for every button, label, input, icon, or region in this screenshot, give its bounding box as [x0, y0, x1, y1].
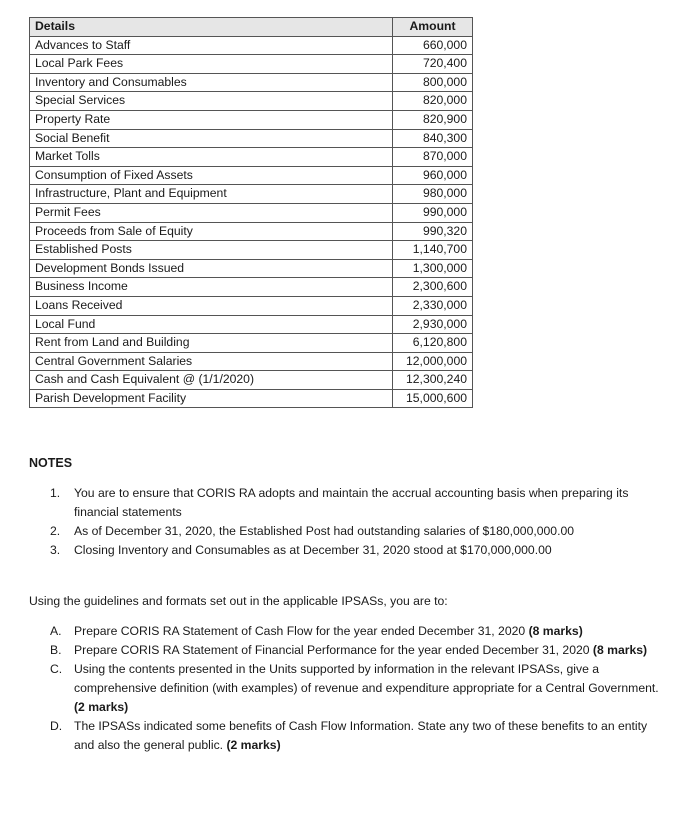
note-number: 1.	[50, 486, 61, 500]
amount-cell: 6,120,800	[393, 334, 473, 353]
note-item	[50, 484, 660, 522]
task-text: Prepare CORIS RA Statement of Financial Performance for the year ended December 31, 2020	[74, 643, 593, 657]
amount-cell: 840,300	[393, 129, 473, 148]
note-text: As of December 31, 2020, the Established Post had outstanding salaries of $180,000,000.00	[74, 524, 575, 538]
note-text: Closing Inventory and Consumables as at December 31, 2020 stood at $170,000,000.00	[74, 543, 552, 557]
task-marks: (2 marks)	[74, 700, 129, 714]
notes-heading: NOTES	[29, 456, 73, 470]
amount-cell: 800,000	[393, 73, 473, 92]
table-row	[30, 73, 473, 92]
table-row	[30, 110, 473, 129]
task-item	[50, 622, 660, 641]
detail-cell: Central Government Salaries	[30, 352, 393, 371]
task-text-wrapper	[74, 660, 660, 717]
detail-cell: Market Tolls	[30, 148, 393, 167]
amount-cell: 1,140,700	[393, 241, 473, 260]
amount-cell: 990,320	[393, 222, 473, 241]
table-row	[30, 55, 473, 74]
detail-cell: Parish Development Facility	[30, 389, 393, 408]
task-text-wrapper	[74, 622, 660, 641]
notes-list	[50, 484, 660, 560]
table-header-row	[30, 18, 473, 37]
detail-cell: Special Services	[30, 92, 393, 111]
amount-cell: 960,000	[393, 166, 473, 185]
table-body	[30, 36, 473, 408]
table-row	[30, 352, 473, 371]
task-text: Using the contents presented in the Units supported by information in the relevant IPSASs, give a comprehensive definition (with examples) of revenue and expenditure appropriate for a Central Government.	[74, 662, 659, 695]
task-marks: (8 marks)	[592, 643, 648, 657]
amount-cell: 660,000	[393, 36, 473, 55]
amount-cell: 15,000,600	[393, 389, 473, 408]
task-letter: A.	[50, 624, 62, 638]
table-row	[30, 371, 473, 390]
table-row	[30, 166, 473, 185]
note-number: 3.	[50, 543, 61, 557]
table-row	[30, 241, 473, 260]
detail-cell: Business Income	[30, 278, 393, 297]
task-item	[50, 641, 660, 660]
amount-cell: 820,000	[393, 92, 473, 111]
task-item	[50, 660, 660, 717]
instruction-text: Using the guidelines and formats set out in the applicable IPSASs, you are to:	[29, 594, 448, 608]
amount-cell: 2,930,000	[393, 315, 473, 334]
amount-cell: 720,400	[393, 55, 473, 74]
detail-cell: Inventory and Consumables	[30, 73, 393, 92]
details-column-header: Details	[30, 18, 393, 37]
detail-cell: Consumption of Fixed Assets	[30, 166, 393, 185]
note-item	[50, 541, 660, 560]
table-row	[30, 259, 473, 278]
amount-cell: 12,300,240	[393, 371, 473, 390]
table-row	[30, 389, 473, 408]
task-letter: C.	[50, 662, 63, 676]
task-text-wrapper	[74, 641, 660, 660]
amount-cell: 820,900	[393, 110, 473, 129]
table-row	[30, 148, 473, 167]
detail-cell: Permit Fees	[30, 203, 393, 222]
detail-cell: Development Bonds Issued	[30, 259, 393, 278]
table-row	[30, 129, 473, 148]
note-number: 2.	[50, 524, 61, 538]
detail-cell: Loans Received	[30, 296, 393, 315]
amount-cell: 990,000	[393, 203, 473, 222]
task-list	[50, 622, 660, 755]
amount-cell: 2,330,000	[393, 296, 473, 315]
detail-cell: Social Benefit	[30, 129, 393, 148]
table-row	[30, 334, 473, 353]
table-row	[30, 296, 473, 315]
table-row	[30, 315, 473, 334]
table-row	[30, 92, 473, 111]
data-table	[29, 17, 473, 408]
amount-cell: 1,300,000	[393, 259, 473, 278]
table-row	[30, 222, 473, 241]
amount-column-header: Amount	[393, 18, 473, 37]
detail-cell: Local Park Fees	[30, 55, 393, 74]
task-letter: D.	[50, 719, 63, 733]
table-row	[30, 36, 473, 55]
detail-cell: Proceeds from Sale of Equity	[30, 222, 393, 241]
detail-cell: Property Rate	[30, 110, 393, 129]
detail-cell: Infrastructure, Plant and Equipment	[30, 185, 393, 204]
task-text-wrapper	[74, 717, 660, 755]
amount-cell: 980,000	[393, 185, 473, 204]
table-row	[30, 185, 473, 204]
note-text: You are to ensure that CORIS RA adopts and maintain the accrual accounting basis when preparing its financial statements	[74, 486, 629, 519]
detail-cell: Advances to Staff	[30, 36, 393, 55]
amount-cell: 2,300,600	[393, 278, 473, 297]
task-text: Prepare CORIS RA Statement of Cash Flow for the year ended December 31, 2020	[74, 624, 529, 638]
amount-cell: 12,000,000	[393, 352, 473, 371]
task-item	[50, 717, 660, 755]
detail-cell: Local Fund	[30, 315, 393, 334]
detail-cell: Rent from Land and Building	[30, 334, 393, 353]
note-item	[50, 522, 660, 541]
task-marks: (2 marks)	[226, 738, 281, 752]
table-row	[30, 278, 473, 297]
detail-cell: Established Posts	[30, 241, 393, 260]
task-letter: B.	[50, 643, 62, 657]
task-marks: (8 marks)	[528, 624, 583, 638]
table-row	[30, 203, 473, 222]
task-text: The IPSASs indicated some benefits of Cash Flow Information. State any two of these benefits to an entity and also the general public.	[74, 719, 648, 752]
amount-cell: 870,000	[393, 148, 473, 167]
detail-cell: Cash and Cash Equivalent @ (1/1/2020)	[30, 371, 393, 390]
